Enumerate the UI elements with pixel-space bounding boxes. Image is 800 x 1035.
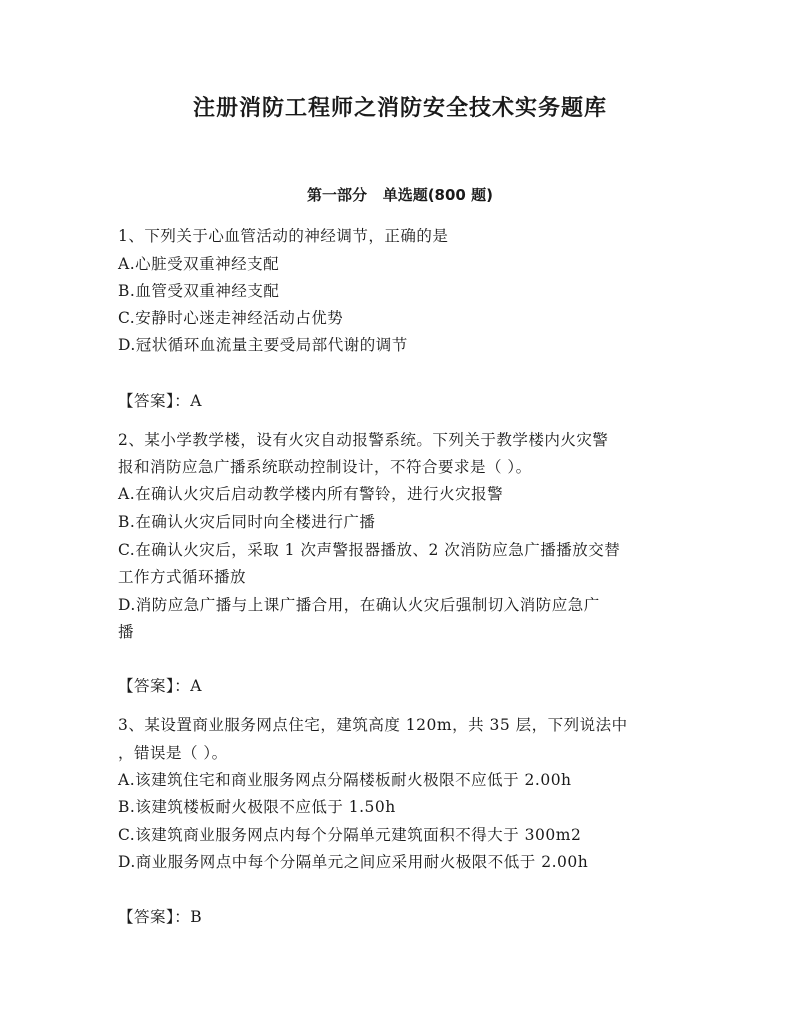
question-2-option-c-line-2: 工作方式循环播放	[118, 568, 247, 586]
question-3-option-c: C.该建筑商业服务网点内每个分隔单元建筑面积不得大于 300m2	[118, 826, 582, 844]
question-2-option-a: A.在确认火灾后启动教学楼内所有警铃，进行火灾报警	[118, 485, 504, 503]
question-2-option-c-line-1: C.在确认火灾后，采取 1 次声警报器播放、2 次消防应急广播播放交替	[118, 541, 621, 559]
section-heading: 第一部分 单选题(800 题)	[307, 186, 493, 204]
question-1-option-a: A.心脏受双重神经支配	[118, 255, 280, 273]
question-3-option-b: B.该建筑楼板耐火极限不应低于 1.50h	[118, 798, 396, 816]
question-2-option-d-line-2: 播	[118, 623, 135, 641]
question-3-stem-line-2: ，错误是（ ）。	[118, 744, 228, 762]
question-3-option-d: D.商业服务网点中每个分隔单元之间应采用耐火极限不低于 2.00h	[118, 853, 589, 871]
question-2-option-b: B.在确认火灾后同时向全楼进行广播	[118, 513, 376, 531]
question-1-answer: 【答案】：A	[118, 392, 202, 410]
question-2-stem-line-2: 报和消防应急广播系统联动控制设计，不符合要求是（ ）。	[118, 458, 532, 476]
question-3-stem-line-1: 3、某设置商业服务网点住宅，建筑高度 120m，共 35 层，下列说法中	[118, 716, 628, 734]
question-1-option-b: B.血管受双重神经支配	[118, 282, 280, 300]
question-3-option-a: A.该建筑住宅和商业服务网点分隔楼板耐火极限不应低于 2.00h	[118, 771, 572, 789]
question-1-option-d: D.冠状循环血流量主要受局部代谢的调节	[118, 336, 408, 354]
question-2-stem-line-1: 2、某小学教学楼，设有火灾自动报警系统。下列关于教学楼内火灾警	[118, 431, 609, 449]
question-1-option-c: C.安静时心迷走神经活动占优势	[118, 309, 344, 327]
question-1-stem: 1、下列关于心血管活动的神经调节，正确的是	[118, 227, 449, 245]
question-2-option-d-line-1: D.消防应急广播与上课广播合用，在确认火灾后强制切入消防应急广	[118, 596, 600, 614]
question-2-answer: 【答案】：A	[118, 677, 202, 695]
question-3-answer: 【答案】：B	[118, 908, 203, 926]
document-title: 注册消防工程师之消防安全技术实务题库	[192, 96, 607, 121]
